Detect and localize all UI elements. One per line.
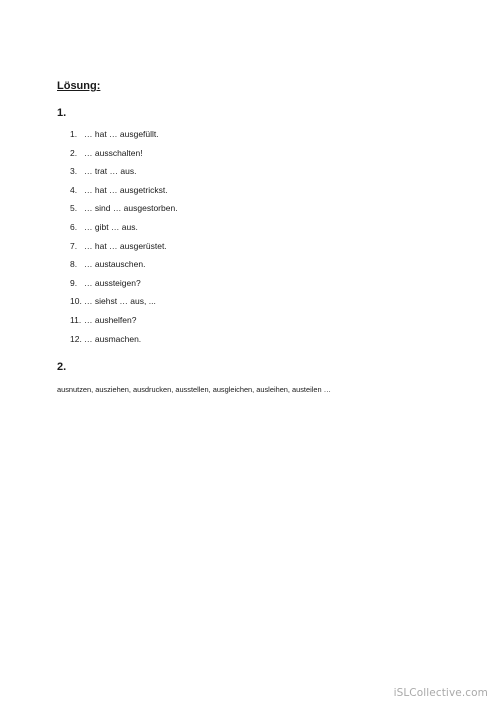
item-number: 10. — [70, 296, 82, 307]
item-text: … sind … ausgestorben. — [84, 203, 178, 214]
item-text: … austauschen. — [84, 259, 146, 270]
item-number: 4. — [70, 184, 78, 195]
item-text: … aushelfen? — [84, 314, 137, 325]
verb-list-text: ausnutzen, ausziehen, ausdrucken, ausstellen, ausgleichen, ausleihen, austeilen … — [57, 385, 332, 394]
item-text: … aussteigen? — [84, 277, 141, 288]
list-item — [70, 148, 178, 167]
item-text: … ausmachen. — [84, 333, 142, 344]
item-text: … gibt … aus. — [84, 221, 138, 232]
item-number: 3. — [70, 166, 78, 177]
item-text: … hat … ausgefüllt. — [84, 129, 159, 139]
item-text: … ausschalten! — [84, 147, 143, 158]
list-item — [70, 259, 178, 278]
item-text: … siehst … aus, ... — [84, 296, 156, 307]
solution-heading: Lösung: — [57, 80, 101, 92]
item-text: … hat … ausgetrickst. — [84, 184, 168, 195]
item-number: 9. — [70, 277, 78, 288]
item-number: 7. — [70, 240, 78, 251]
list-item — [70, 129, 178, 148]
item-number: 5. — [70, 203, 78, 214]
item-number: 2. — [70, 147, 78, 158]
list-item — [70, 185, 178, 204]
list-item — [70, 166, 178, 185]
list-item — [70, 241, 178, 260]
answer-list — [70, 129, 178, 352]
item-number: 1. — [70, 129, 78, 139]
item-number: 6. — [70, 221, 78, 232]
list-item — [70, 334, 178, 353]
list-item — [70, 278, 178, 297]
item-number: 11. — [70, 314, 82, 325]
item-text: … trat … aus. — [84, 166, 137, 177]
list-item — [70, 315, 178, 334]
section-1-number: 1. — [57, 107, 67, 119]
list-item — [70, 296, 178, 315]
item-number: 8. — [70, 259, 78, 270]
item-text: … hat … ausgerüstet. — [84, 240, 167, 251]
section-2-number: 2. — [57, 361, 67, 373]
item-number: 12. — [70, 333, 82, 344]
list-item — [70, 222, 178, 241]
list-item — [70, 203, 178, 222]
watermark: iSLCollective.com — [393, 687, 488, 699]
